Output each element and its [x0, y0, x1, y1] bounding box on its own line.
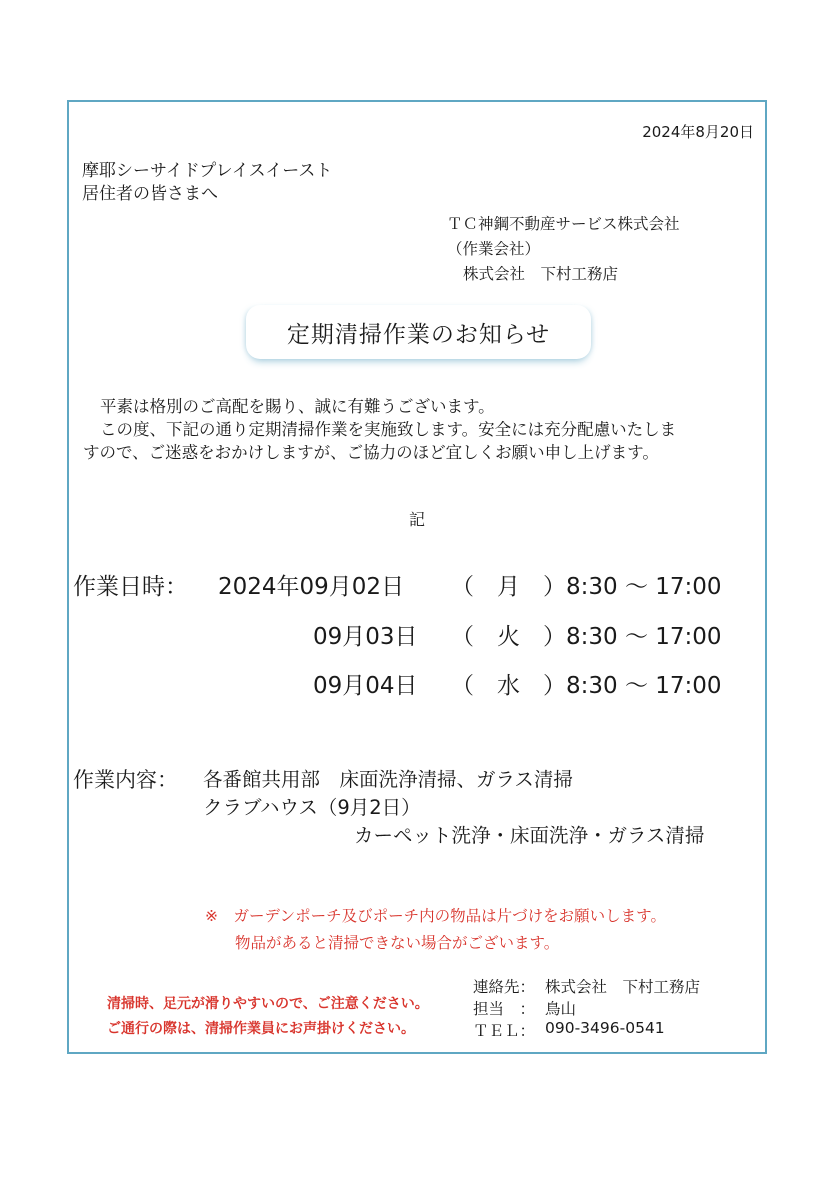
content-line-1: 各番館共用部 床面洗浄清掃、ガラス清掃 [203, 768, 573, 791]
contact-value-2: 鳥山 [545, 1000, 577, 1018]
schedule-time-3: 8:30 ～ 17:00 [566, 673, 722, 699]
schedule-weekday-3: （ 水 ） [451, 673, 566, 699]
schedule-label: 作業日時： [73, 574, 188, 600]
contact-key-3: ＴＥＬ： [473, 1022, 536, 1040]
schedule-date-3: 09月04日 [313, 673, 418, 699]
body-paragraph-1: 平素は格別のご高配を賜り、誠に有難うございます。 [100, 397, 495, 416]
caution-line-2: ご通行の際は、清掃作業員にお声掛けください。 [107, 1021, 415, 1037]
recipient-line-2: 居住者の皆さまへ [82, 184, 218, 204]
schedule-date-1: 2024年09月02日 [218, 574, 405, 600]
schedule-weekday-2: （ 火 ） [451, 624, 566, 650]
content-label: 作業内容： [73, 768, 178, 792]
contact-value-1: 株式会社 下村工務店 [545, 978, 701, 996]
body-text [83, 395, 676, 464]
schedule-time-2: 8:30 ～ 17:00 [566, 624, 722, 650]
caution-line-1: 清掃時、足元が滑りやすいので、ご注意ください。 [107, 996, 429, 1012]
schedule-date-2: 09月03日 [313, 624, 418, 650]
recipient [82, 160, 332, 206]
ki-heading: 記 [409, 510, 426, 529]
body-paragraph-2b: すので、ご迷惑をおかけしますが、ご協力のほど宜しくお願い申し上げます。 [83, 443, 659, 462]
schedule-weekday-1: （ 月 ） [451, 574, 566, 600]
sender-role: （作業会社） [447, 240, 541, 258]
body-paragraph-2a: この度、下記の通り定期清掃作業を実施致します。安全には充分配慮いたしま [100, 420, 677, 439]
issue-date: 2024年8月20日 [642, 123, 754, 141]
notice-line-1: ※ ガーデンポーチ及びポーチ内の物品は片づけをお願いします。 [205, 907, 666, 925]
content-line-3: カーペット洗浄・床面洗浄・ガラス清掃 [354, 824, 705, 847]
title-box [246, 305, 591, 359]
contact-value-3: 090-3496-0541 [545, 1019, 665, 1037]
sender-contractor: 株式会社 下村工務店 [463, 265, 619, 283]
document-title: 定期清掃作業のお知らせ [286, 322, 551, 348]
sender-company: ＴＣ神鋼不動産サービス株式会社 [447, 215, 680, 233]
notice-line-2: 物品があると清掃できない場合がございます。 [235, 934, 560, 952]
contact-key-1: 連絡先： [473, 978, 536, 996]
schedule-time-1: 8:30 ～ 17:00 [566, 574, 722, 600]
recipient-line-1: 摩耶シーサイドプレイスイースト [82, 161, 333, 181]
contact-key-2: 担当 ： [473, 1000, 536, 1018]
content-line-2: クラブハウス（9月2日） [203, 796, 421, 819]
sender [447, 212, 680, 287]
